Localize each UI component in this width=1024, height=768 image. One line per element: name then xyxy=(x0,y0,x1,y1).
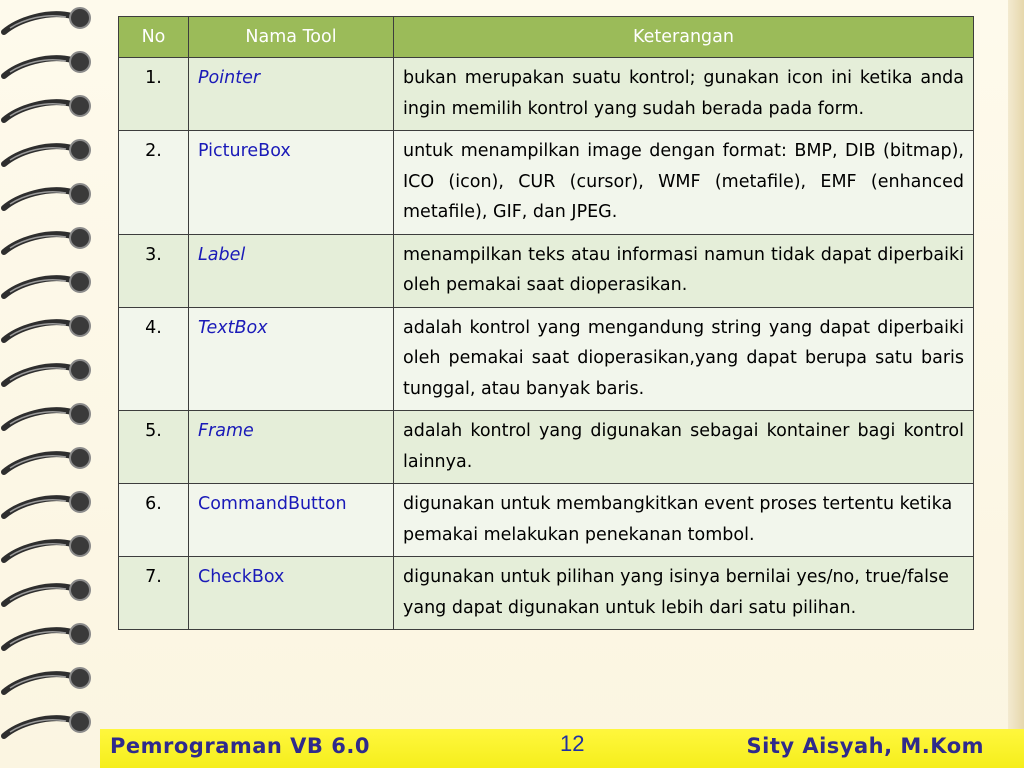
row-tool: CheckBox xyxy=(189,557,394,630)
row-desc: adalah kontrol yang digunakan sebagai kontainer bagi kontrol lainnya. xyxy=(394,411,974,484)
tool-table xyxy=(118,16,974,630)
row-no: 5. xyxy=(119,411,189,484)
binding-hole xyxy=(70,580,90,600)
binding-hole xyxy=(70,492,90,512)
row-no: 3. xyxy=(119,234,189,307)
table-row xyxy=(119,307,974,411)
binding-hole xyxy=(70,316,90,336)
footer-bar xyxy=(100,729,1024,768)
table-row xyxy=(119,234,974,307)
table-header-row xyxy=(119,17,974,58)
binding-hole xyxy=(70,140,90,160)
row-desc: digunakan untuk membangkitkan event proses tertentu ketika pemakai melakukan penekanan tombol. xyxy=(394,484,974,557)
header-tool: Nama Tool xyxy=(189,17,394,58)
row-tool: Pointer xyxy=(189,58,394,131)
table-row xyxy=(119,58,974,131)
row-desc: untuk menampilkan image dengan format: BMP, DIB (bitmap), ICO (icon), CUR (cursor), WMF (metafile), EMF (enhanced metafile), GIF, dan JPEG. xyxy=(394,131,974,235)
binding-hole xyxy=(70,712,90,732)
binding-hole xyxy=(70,228,90,248)
binding-hole xyxy=(70,52,90,72)
row-no: 1. xyxy=(119,58,189,131)
table-row xyxy=(119,131,974,235)
binding-hole xyxy=(70,624,90,644)
binding-hole xyxy=(70,448,90,468)
binding-hole xyxy=(70,536,90,556)
footer-author: Sity Aisyah, M.Kom xyxy=(746,734,984,758)
row-no: 2. xyxy=(119,131,189,235)
row-no: 4. xyxy=(119,307,189,411)
row-desc: bukan merupakan suatu kontrol; gunakan icon ini ketika anda ingin memilih kontrol yang sudah berada pada form. xyxy=(394,58,974,131)
row-no: 6. xyxy=(119,484,189,557)
row-desc: menampilkan teks atau informasi namun tidak dapat diperbaiki oleh pemakai saat dioperasikan. xyxy=(394,234,974,307)
header-desc: Keterangan xyxy=(394,17,974,58)
footer-course-title: Pemrograman VB 6.0 xyxy=(110,734,370,758)
row-tool: PictureBox xyxy=(189,131,394,235)
binding-hole xyxy=(70,8,90,28)
spiral-binding-icon xyxy=(0,0,100,745)
binding-hole xyxy=(70,668,90,688)
row-tool: Label xyxy=(189,234,394,307)
binding-hole xyxy=(70,272,90,292)
binding-hole xyxy=(70,360,90,380)
binding-hole xyxy=(70,96,90,116)
binding-hole xyxy=(70,404,90,424)
header-no: No xyxy=(119,17,189,58)
binding-hole xyxy=(70,184,90,204)
page-edge xyxy=(1008,0,1024,730)
row-desc: adalah kontrol yang mengandung string yang dapat diperbaiki oleh pemakai saat dioperasikan,yang dapat berupa satu baris tunggal, atau banyak baris. xyxy=(394,307,974,411)
page-number: 12 xyxy=(560,731,585,756)
table-row xyxy=(119,557,974,630)
table-row xyxy=(119,484,974,557)
row-no: 7. xyxy=(119,557,189,630)
row-tool: CommandButton xyxy=(189,484,394,557)
row-tool: Frame xyxy=(189,411,394,484)
row-tool: TextBox xyxy=(189,307,394,411)
table-row xyxy=(119,411,974,484)
row-desc: digunakan untuk pilihan yang isinya bernilai yes/no, true/false yang dapat digunakan untuk lebih dari satu pilihan. xyxy=(394,557,974,630)
